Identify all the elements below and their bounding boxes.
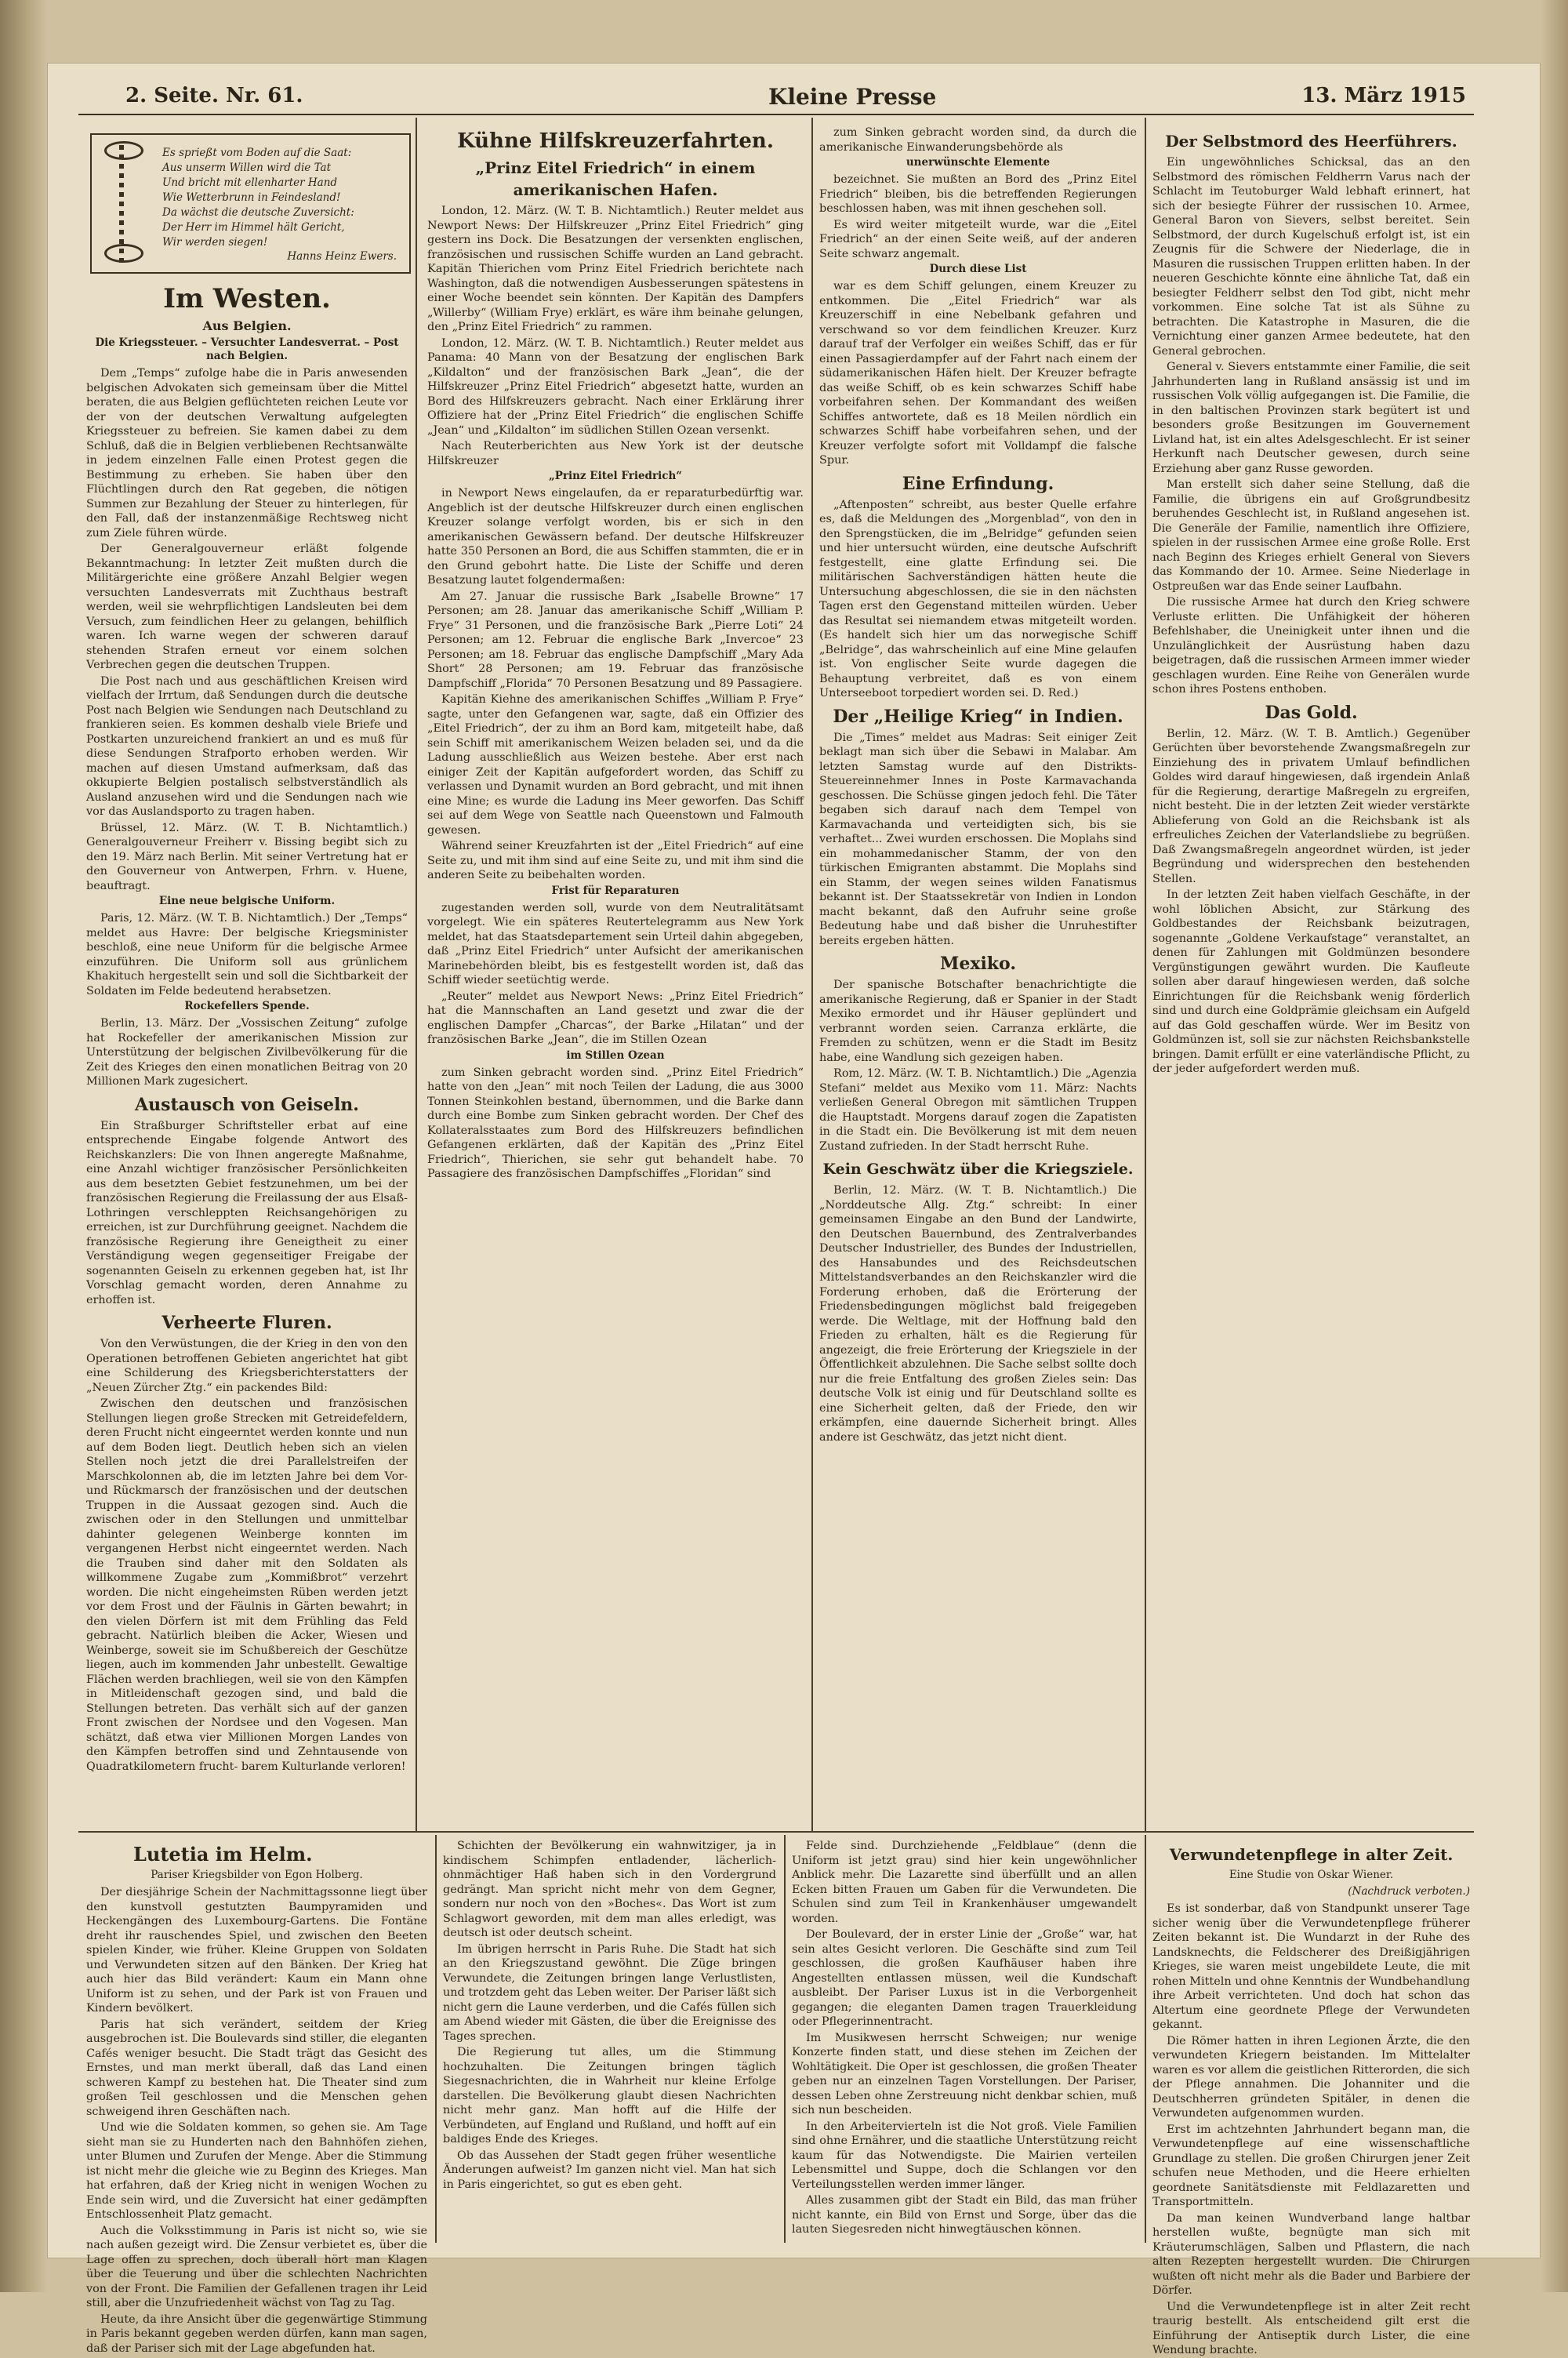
paragraph: Ein Straßburger Schriftsteller erbat auf eine entsprechende Eingabe folgende Antwort des Reichskanzlers: Die von Ihnen angeregte Maßnahme, eine Anzahl wichtiger französischer Persönlichkeiten aus dem besetzten Gebiet festzunehmen, um bei der französischen Regierung die Freilassung der aus Elsaß-Lothringen verschleppten Reichsangehörigen zu erreichen, ist zur Durchführung geeignet. Nachdem die französische Regierung ihre Geneigtheit zu einer Verständigung wegen gegenseitiger Freigabe der sogenannten Geiseln zu erkennen gegeben hat, ist Ihr Vorschlag gemacht worden, deren Annahme zu erhoffen ist. xyxy=(86,1119,408,1306)
poem-box xyxy=(90,133,411,274)
poem-text: Es sprießt vom Boden auf die Saat: Aus unserm Willen wird die Tat Und bricht mit ellenharter Hand Wie Wetterbrunn in Feindesland! Da wächst die deutsche Zuversicht: Der Herr im Himmel hält Gericht, Wir werden siegen! xyxy=(162,147,354,249)
paragraph: Alles zusammen gibt der Stadt ein Bild, das man früher nicht kannte, ein Bild von Ernst und Sorge, über das die lauten Siegesreden nicht hinwegtäuschen können. xyxy=(792,2194,1137,2236)
column-2 xyxy=(427,125,804,1827)
column-rule xyxy=(416,118,417,1831)
subhead: im Stillen Ozean xyxy=(566,1048,665,1062)
paragraph: In der letzten Zeit haben vielfach Geschäfte, in der wohl löblichen Absicht, zur Stärkung des Goldbestandes der Reichsbank beizutragen, sogenannte „Goldene Verkaufstage“ veranstaltet, an denen für Zahlungen mit Goldmünzen besondere Vergünstigungen gewährt wurden. Die Kaufleute sollen aber darauf hingewiesen werden, daß solche Einrichtungen für die Reichsbank wenig förderlich sind und durch eine Goldprämie gleichsam ein Aufgeld auf das Gold geschaffen würde. Wer im Besitz von Goldmünzen ist, soll sie zur nächsten Reichsbankstelle bringen. Damit erfüllt er eine vaterländische Pflicht, zu der jeder aufgefordert werden muß. xyxy=(1152,888,1470,1075)
column-rule xyxy=(811,118,813,1831)
page-number: 2. Seite. Nr. 61. xyxy=(125,84,303,107)
paragraph: Heute, da ihre Ansicht über die gegenwärtige Stimmung in Paris bekannt gegeben werden dürfen, kann man sagen, daß der Pariser sich mit der Lage abgefunden hat. xyxy=(86,2313,427,2355)
book-gutter xyxy=(0,0,47,2292)
paragraph: Am 27. Januar die russische Bark „Isabelle Browne“ 17 Personen; am 28. Januar das amerikanische Schiff „William P. Frye“ 31 Personen, und die französische Bark „Pierre Loti“ 24 Personen; am 12. Februar die englische Bark „Invercoe“ 23 Personen; am 18. Februar das englische Dampfschiff „Mary Ada Short“ 28 Personen; am 19. Februar das französische Dampfschiff „Florida“ 70 Personen Besatzung und 89 Passagiere. xyxy=(427,590,804,690)
paragraph: Man erstellt sich daher seine Stellung, daß die Familie, die übrigens ein auf Großgrundbesitz beruhendes Geschlecht ist, in Rußland angesehen ist. Die Generäle der Familie, namentlich ihre Offiziere, spielen in der russischen Armee eine große Rolle. Erst nach Beginn des Krieges erhielt General von Sievers das Kommando der 10. Armee. Seine Niederlage in Ostpreußen war das Ende seiner Laufbahn. xyxy=(1152,478,1470,593)
headline-das-gold: Das Gold. xyxy=(1265,702,1358,723)
ornament-icon xyxy=(98,141,145,263)
paragraph: in Newport News eingelaufen, da er reparaturbedürftig war. Angeblich ist der deutsche Hilfskreuzer durch einen englischen Kreuzer solange verfolgt worden, bis er sich in den amerikanischen Gewässern befand. Der deutsche Hilfskreuzer hatte 350 Personen an Bord, die aus Schiffen stammten, die er in den Grund gebohrt hatte. Die Liste der Schiffe und deren Besatzung lautet folgendermaßen: xyxy=(427,487,804,587)
column-3 xyxy=(819,125,1137,1827)
lower-column-1 xyxy=(86,1839,427,2355)
column-4 xyxy=(1152,125,1470,1827)
paragraph: Und wie die Soldaten kommen, so gehen sie. Am Tage sieht man sie zu Hunderten nach den Bahnhöfen ziehen, unter Blumen und Zurufen der Menge. Aber die Stimmung ist nicht mehr die gleiche wie zu Beginn des Krieges. Man hat erfahren, daß der Krieg nicht in wenigen Wochen zu Ende sein wird, und die Zuversicht hat einer gedämpften Entschlossenheit Platz gemacht. xyxy=(86,2121,427,2221)
lower-column-3 xyxy=(792,1839,1137,2243)
paragraph: Paris hat sich verändert, seitdem der Krieg ausgebrochen ist. Die Boulevards sind stiller, die eleganten Cafés weniger besucht. Die Stadt trägt das Gesicht des Ernstes, und man merkt überall, daß das Land einen schweren Kampf zu bestehen hat. Die Theater sind zum großen Teil geschlossen und die Menschen gehen schweigend ihren Geschäften nach. xyxy=(86,2018,427,2118)
paragraph: Schichten der Bevölkerung ein wahnwitziger, ja in kindischem Schimpfen entladender, lächerlich-ohnmächtiger Haß haben sich in den Vordergrund gedrängt. Man spricht nicht mehr von dem Gegner, sondern nur noch von den »Boches«. Das Wort ist zum Schlagwort geworden, mit dem man alles erledigt, was deutsch ist oder deutsch scheint. xyxy=(443,1840,776,1939)
paragraph: „Aftenposten“ schreibt, aus bester Quelle erfahre es, daß die Meldungen des „Morgenblad“, von den in den Sprengstücken, die im „Belridge“ gefunden seien und hier untersucht würden, eine deutsche Aufschrift festgestellt, eine glatte Erfindung sei. Die militärischen Sachverständigen hätten heute die Untersuchung abgeschlossen, die sie in den nächsten Tagen erst den Gegenstand mitteilen würden. Ueber das Resultat sei niemandem etwas mitgeteilt worden. (Es handelt sich hier um das norwegische Schiff „Belridge“, das wahrscheinlich auf eine Mine gelaufen ist. Von englischer Seite wurde dagegen die Behauptung verbreitet, daß es von einem Unterseeboot torpediert worden sei. D. Red.) xyxy=(819,498,1137,699)
paragraph: Berlin, 12. März. (W. T. B. Nichtamtlich.) Die „Norddeutsche Allg. Ztg.“ schreibt: In einer gemeinsamen Eingabe an den Bund der Landwirte, den Deutschen Bauernbund, des Zentralverbandes Deutscher Industrieller, des Bundes der Industriellen, des Hansabundes und des Reichsdeutschen Mittelstandsverbandes an den Reichskanzler wird die Forderung erhoben, daß die Erörterung der Friedensbedingungen möglichst bald freigegeben werde. Die Weltlage, mit der Hoffnung bald den Frieden zu erhalten, hält es die Regierung für angezeigt, die freie Erörterung der Kriegsziele in der Öffentlichkeit abzulehnen. Die Sache selbst sollte doch nur die freie Entfaltung des großen Zieles sein: Das deutsche Volk ist einig und für Deutschland sollte es eine Sicherheit gelten, daß der Friede, den wir erkämpfen, eine dauernde Sicherheit bringt. Alles andere ist Geschwätz, das jetzt nicht dient. xyxy=(819,1184,1137,1444)
issue-date: 13. März 1915 xyxy=(1301,84,1466,107)
headline-erfindung: Eine Erfindung. xyxy=(902,473,1054,494)
page-edge xyxy=(1541,0,1568,2292)
paragraph: Im Musikwesen herrscht Schweigen; nur wenige Konzerte finden statt, und diese stehen im Zeichen der Wohltätigkeit. Die Oper ist geschlossen, die großen Theater geben nur an einzelnen Tagen Vorstellungen. Der Pariser, dessen Leben ohne Zerstreuung nicht denkbar schien, muß sich nun bescheiden. xyxy=(792,2031,1137,2116)
reprint-note: (Nachdruck verboten.) xyxy=(1348,1885,1470,1898)
headline-hilfskreuzer: Kühne Hilfskreuzerfahrten. xyxy=(457,129,774,153)
paragraph: Von den Verwüstungen, die der Krieg in den von den Operationen betroffenen Gebieten angerichtet hat gibt eine Schilderung des Kriegsberichterstatters der „Neuen Zürcher Ztg.“ ein packendes Bild: xyxy=(86,1338,408,1394)
paragraph: zum Sinken gebracht worden sind, da durch die amerikanische Einwanderungsbehörde als xyxy=(819,126,1137,154)
byline: Eine Studie von Oskar Wiener. xyxy=(1229,1869,1394,1881)
paragraph: Die Post nach und aus geschäftlichen Kreisen wird vielfach der Irrtum, daß Sendungen durch die deutsche Post nach Belgien wie Sendungen nach Deutschland zu frankieren seien. Es kommen deshalb viele Briefe und Postkarten unzureichend frankiert an und es muß für diese Sendungen Strafporto erhoben werden. Wir machen auf diesen Umstand aufmerksam, daß das okkupierte Belgien postalisch selbstverständlich als Ausland anzusehen wird und die Sendungen nach wie vor das Auslandsporto zu tragen haben. xyxy=(86,674,408,818)
paragraph: Die Römer hatten in ihren Legionen Ärzte, die den verwundeten Kriegern beistanden. Im Mittelalter waren es vor allem die geistlichen Ritterorden, die sich der Pflege annahmen. Die Johanniter und die Deutschherren gründeten Spitäler, in denen die Verwundeten aufgenommen wurden. xyxy=(1152,2034,1470,2120)
paragraph: war es dem Schiff gelungen, einem Kreuzer zu entkommen. Die „Eitel Friedrich“ war als Kreuzerschiff in eine Nebelbank gefahren und verschwand so vor dem feindlichen Kreuzer. Kurz darauf traf der Verfolger ein weißes Schiff, das er für einen Passagierdampfer auf der Fahrt nach einem der südamerikanischen Häfen hielt. Der Kreuzer befragte das weiße Schiff, ob es kein schwarzes Schiff habe vorbeifahren sehen. Der Kommandant des weißen Schiffes antwortete, daß es 18 Meilen nördlich ein schwarzes Schiff habe vorbeifahren sehen, und der Kreuzer verfolgte sofort mit Volldampf die falsche Spur. xyxy=(819,280,1137,467)
column-rule xyxy=(784,1835,786,2243)
paragraph: Berlin, 13. März. Der „Vossischen Zeitung“ zufolge hat Rockefeller der amerikanischen Mission zur Unterstützung der belgischen Zivilbevölkerung für die Zeit des Krieges den einen monatlichen Beitrag von 20 Millionen Mark zugesichert. xyxy=(86,1017,408,1088)
paragraph: Zwischen den deutschen und französischen Stellungen liegen große Strecken mit Getreidefeldern, deren Frucht nicht eingeerntet werden konnte und nun auf dem Boden liegt. Deutlich heben sich an vielen Stellen noch jetzt die drei Parallelstreifen der Marschkolonnen ab, die im letzten Jahre bei dem Vor- und Rückmarsch der französischen und der deutschen Truppen in die Aussaat gezogen sind. Auch die zwischen oder in den Stellungen und unmittelbar dahinter gelegenen Weinberge konnten im vergangenen Herbst nicht eingeerntet werden. Nach die Trauben sind daher mit den Soldaten als willkommene Zugabe zum „Kommißbrot“ verzehrt worden. Die nicht eingeheimsten Rüben werden jetzt vor dem Frost und der Fäulnis in Gärten bewahrt; in den vielen Dörfern ist mit dem Frühling das Feld gebracht. Natürlich bleiben die Acker, Wiesen und Weinberge, soweit sie im Schußbereich der Geschütze liegen, auch im kommenden Jahr unbestellt. Gewaltige Flächen werden brachliegen, weil sie von den Kämpfen in Mitleidenschaft gezogen sind, und bald die Stellungen betreten. Das verhält sich auf der ganzen Front zwischen der Nordsee und den Vogesen. Man schätzt, daß etwa vier Millionen Morgen Landes von den Kämpfen betroffen sind und Zehntausende von Quadratkilometern frucht‐ barem Kulturlande verloren! xyxy=(86,1397,408,1773)
paragraph: In den Arbeitervierteln ist die Not groß. Viele Familien sind ohne Ernährer, und die staatliche Unterstützung reicht kaum für das Notwendigste. Die Mairien verteilen Lebensmittel und Suppe, doch die Schlangen vor den Verteilungsstellen werden immer länger. xyxy=(792,2120,1137,2191)
section-rule xyxy=(78,1831,416,1833)
subhead: Rockefellers Spende. xyxy=(184,1000,310,1012)
paragraph: „Reuter“ meldet aus Newport News: „Prinz Eitel Friedrich“ hat die Mannschaften an Land gesetzt und zwar die der englischen Dampfer „Charcas“, der Barke „Hilatan“ und der französischen Barke „Jean“, die im Stillen Ozean xyxy=(427,990,804,1046)
paragraph: Erst im achtzehnten Jahrhundert begann man, die Verwundetenpflege auf eine wissenschaftliche Grundlage zu stellen. Die großen Chirurgen jener Zeit schufen neue Methoden, und die Heere erhielten geordnete Sanitätsdienste mit Feldlazaretten und Transportmitteln. xyxy=(1152,2123,1470,2208)
subhead: Die Kriegssteuer. – Versuchter Landesverrat. – Post nach Belgien. xyxy=(95,336,399,362)
paragraph: London, 12. März. (W. T. B. Nichtamtlich.) Reuter meldet aus Newport News: Der Hilfskreuzer „Prinz Eitel Friedrich“ ging gestern ins Dock. Die Besatzungen der versenkten englischen, französischen und russischen Schiffe wurden an Land gebracht. Kapitän Thierichen vom Prinz Eitel Friedrich berichtete nach Washington, daß die notwendigen Ausbesserungen spätestens in einer Woche beendet sein könnten. Der Kapitän des Dampfers „Willerby“ (William Frye) erklärt, es wäre ihm beinahe gelungen, den „Prinz Eitel Friedrich“ zu rammen. xyxy=(427,205,804,333)
subhead: „Prinz Eitel Friedrich“ xyxy=(548,470,683,482)
headline-im-westen: Im Westen. xyxy=(163,283,331,314)
paragraph: zum Sinken gebracht worden sind. „Prinz Eitel Friedrich“ hatte von den „Jean“ mit noch Teilen der Ladung, die aus 3000 Tonnen Steinkohlen bestand, übernommen, und die Barke dann durch eine Bombe zum Sinken gebracht worden. Der Chef des Kollateralsstaates zum Bord des Hilfskreuzers befindlichen Gefangenen erklärten, daß der Kapitän des „Prinz Eitel Friedrich“, Thierichen, sie sehr gut behandelt habe. 70 Passagiere des französischen Dampfschiffes „Floridan“ sind xyxy=(427,1066,804,1180)
lower-column-2 xyxy=(443,1839,776,2243)
subheadline: „Prinz Eitel Friedrich“ in einem amerikanischen Hafen. xyxy=(475,158,756,199)
paragraph: Kapitän Kiehne des amerikanischen Schiffes „William P. Frye“ sagte, unter den Gefangenen war, sagte, daß ein Offizier des „Eitel Friedrich“, der zu ihm an Bord kam, mitgeteilt habe, daß sein Schiff mit amerikanischem Weizen beladen sei, und da die Ladung ausschließlich aus Weizen bestehe. Aber erst nach einiger Zeit der Kapitän aufgefordert worden, das Schiff zu verlassen und Dynamit wurden an Bord gebracht, und mit ihnen eine Mine; es wurde die Ladung ins Meer geworfen. Das Schiff sei auf dem Wege von Seattle nach Queenstown und Falmouth gewesen. xyxy=(427,693,804,837)
paragraph: Auch die Volksstimmung in Paris ist nicht so, wie sie nach außen gezeigt wird. Die Zensur verbietet es, über die Lage offen zu sprechen, doch überall hört man Klagen über die Teuerung und über die schlechten Nachrichten von der Front. Die Familien der Gefallenen tragen ihr Leid still, aber die Unzufriedenheit wächst von Tag zu Tag. xyxy=(86,2224,427,2309)
headline-heiliger-krieg: Der „Heilige Krieg“ in Indien. xyxy=(833,706,1123,727)
subhead: unerwünschte Elemente xyxy=(906,156,1051,169)
paragraph: Rom, 12. März. (W. T. B. Nichtamtlich.) Die „Agenzia Stefani“ meldet aus Mexiko vom 11. März: Nachts verließen General Obregon mit sämtlichen Truppen die Hauptstadt. Morgens darauf zogen die Zapatisten in die Stadt ein. Die Bevölkerung ist mit dem neuen Zustand zufrieden. In der Stadt herrscht Ruhe. xyxy=(819,1067,1137,1153)
poem-author: Hanns Heinz Ewers. xyxy=(287,250,397,263)
headline-verheerte-fluren: Verheerte Fluren. xyxy=(162,1313,332,1333)
subhead: Frist für Reparaturen xyxy=(551,884,680,897)
paragraph: Da man keinen Wundverband lange haltbar herstellen wußte, begnügte man sich mit Kräuterumschlägen, Salben und Pflastern, die nach alten Rezepten hergestellt wurden. Die Chirurgen wußten oft nicht mehr als die Bader und Barbiere der Dörfer. xyxy=(1152,2211,1470,2297)
paragraph: Während seiner Kreuzfahrten ist der „Eitel Friedrich“ auf eine Seite zu, und mit ihm sind auf eine Seite zu, und mit ihm sind die anderen Seite zu beibehalten worden. xyxy=(427,840,804,881)
paragraph: Dem „Temps“ zufolge habe die in Paris anwesenden belgischen Advokaten sich gemeinsam über die Mittel beraten, die aus Belgien geflüchteten reichen Leute vor der von der deutschen Verwaltung aufgelegten Kriegssteuer zu befreien. Sie kamen dabei zu dem Schluß, daß die in Belgien verbliebenen Rechtsanwälte in jedem einzelnen Falle einen Protest gegen die Bestimmung zu erheben. Sie haben über den Flüchtlingen durch den Rat gegeben, die nötigen Summen zur Bezahlung der Steuer zu hinterlegen, für den Fall, daß der instanzenmäßige Rechtsweg nicht zum Ziele führen würde. xyxy=(86,367,408,540)
headline-kriegsziele: Kein Geschwätz über die Kriegsziele. xyxy=(822,1161,1134,1178)
paragraph: Und die Verwundetenpflege ist in alter Zeit recht traurig bestellt. Als entscheidend gilt erst die Einführung der Antiseptik durch Lister, die eine Wendung brachte. xyxy=(1152,2300,1470,2356)
paragraph: Der Boulevard, der in erster Linie der „Große“ war, hat sein altes Gesicht verloren. Die Geschäfte sind zum Teil geschlossen, die großen Kaufhäuser haben ihre Angestellten entlassen müssen, weil die Kundschaft ausbleibt. Der Pariser Luxus ist in die Verborgenheit gegangen; die eleganten Damen tragen Trauerkleidung oder Pflegerinnentracht. xyxy=(792,1928,1137,2028)
headline-lutetia: Lutetia im Helm. xyxy=(133,1843,313,1866)
paragraph: Die Regierung tut alles, um die Stimmung hochzuhalten. Die Zeitungen bringen täglich Siegesnachrichten, die in Wahrheit nur kleine Erfolge darstellen. Die Bevölkerung glaubt diesen Nachrichten nicht mehr ganz. Man hofft auf die Hilfe der Verbündeten, auf England und Rußland, und hofft auf ein baldiges Ende des Krieges. xyxy=(443,2046,776,2145)
paragraph: Der diesjährige Schein der Nachmittagssonne liegt über den kunstvoll gestutzten Baumpyramiden und Heckengängen des Luxembourg-Gartens. Die Fontäne dreht ihr rauschendes Spiel, und zwischen den Beeten spielen Kinder, wie früher. Kleine Gruppen von Soldaten und Verwundeten sitzen auf den Bänken. Der Krieg hat auch hier das Bild verändert: Kaum ein Mann ohne Uniform ist zu sehen, und der Park ist von Frauen und Kindern bevölkert. xyxy=(86,1886,427,2015)
section-rule xyxy=(416,1831,1474,1833)
paragraph: General v. Sievers entstammte einer Familie, die seit Jahrhunderten lang in Rußland ansässig ist und im russischen Volk völlig aufgegangen ist. Die Familie, die in den baltischen Provinzen stark begütert ist und besonders große Besitzungen im Gouvernement Livland hat, ist ein altes Adelsgeschlecht. Er ist seiner Herkunft nach Deutscher gewesen, durch seine Erziehung aber ganz Russe geworden. xyxy=(1152,361,1470,475)
paragraph: Nach Reuterberichten aus New York ist der deutsche Hilfskreuzer xyxy=(427,440,804,467)
paragraph: Brüssel, 12. März. (W. T. B. Nichtamtlich.) Generalgouverneur Freiherr v. Bissing begibt sich zu den 19. März nach Berlin. Mit seiner Vertretung hat er den Gouverneur von Antwerpen, Frhrn. v. Huene, beauftragt. xyxy=(86,821,408,892)
column-rule xyxy=(435,1835,437,2243)
byline: Pariser Kriegsbilder von Egon Holberg. xyxy=(151,1869,363,1881)
subhead: Eine neue belgische Uniform. xyxy=(158,895,336,907)
paragraph: Ob das Aussehen der Stadt gegen früher wesentliche Änderungen aufweist? Im ganzen nicht viel. Man hat sich in Paris eingerichtet, so gut es eben geht. xyxy=(443,2149,776,2191)
paragraph: Es ist sonderbar, daß von Standpunkt unserer Tage sicher wenig über die Verwundetenpflege früherer Zeiten bekannt ist. Die Wundarzt in der Ruhe des Landsknechts, die Feldscherer des Dreißigjährigen Krieges, sie waren meist ungebildete Leute, die mit rohen Mitteln und ohne Kenntnis der Wundbehandlung ihre Arbeit verrichteten. Und doch hat schon das Altertum eine geordnete Pflege der Verwundeten gekannt. xyxy=(1152,1902,1470,2031)
paragraph: Ein ungewöhnliches Schicksal, das an den Selbstmord des römischen Feldherrn Varus nach der Schlacht im Teutoburger Wald lebhaft erinnert, hat sich der besiegte Führer der russischen 10. Armee, General Baron von Sievers, selbst bereitet. Sein Selbstmord, der durch Kugelschuß erfolgt ist, ist ein Zeugnis für die Schwere der Niederlage, die in Masuren die russischen Truppen erlitten haben. In der neueren Geschichte könnte eine ähnliche Tat, daß ein besiegter Feldherr selbst den Tod gibt, nicht mehr vorkommen. Eine solche Tat ist als Sühne zu betrachten. Die Katastrophe in Masuren, die die Vernichtung einer ganzen Armee bedeutete, hat den General gebrochen. xyxy=(1152,156,1470,358)
page-header xyxy=(78,82,1474,115)
paragraph: Paris, 12. März. (W. T. B. Nichtamtlich.) Der „Temps“ meldet aus Havre: Der belgische Kriegsminister beschloß, eine neue Uniform für die belgische Armee einzuführen. Die Uniform soll aus grünlichem Khakituch hergestellt sein und soll die Sichtbarkeit der Soldaten im Felde bedeutend herabsetzen. xyxy=(86,912,408,997)
subhead: Durch diese List xyxy=(929,263,1027,275)
masthead: Kleine Presse xyxy=(768,84,937,110)
column-rule xyxy=(1145,1835,1146,2243)
paragraph: Felde sind. Durchziehende „Feldblaue“ (denn die Uniform ist jetzt grau) sind hier kein ungewöhnlicher Anblick mehr. Die Lazarette sind überfüllt und an allen Ecken bitten Frauen um Gaben für die Verwundeten. Die Schulen sind zum Teil in Krankenhäuser umgewandelt worden. xyxy=(792,1840,1137,1925)
paragraph: zugestanden werden soll, wurde von dem Neutralitätsamt vorgelegt. Wie ein späteres Reutertelegramm aus New York meldet, hat das Staatsdepartement sein Urteil dahin abgegeben, daß „Prinz Eitel Friedrich“ unter Aufsicht der amerikanischen Marinebehörden bleibt, bis es festgestellt worden ist, daß das Schiff wieder seetüchtig werde. xyxy=(427,901,804,986)
headline-selbstmord: Der Selbstmord des Heerführers. xyxy=(1165,132,1457,151)
column-1 xyxy=(86,278,408,1827)
lower-column-4 xyxy=(1152,1839,1470,2356)
subheadline: Aus Belgien. xyxy=(202,318,292,333)
paragraph: Im übrigen herrscht in Paris Ruhe. Die Stadt hat sich an den Kriegszustand gewöhnt. Die Züge bringen Verwundete, die Zeitungen bringen lange Verlustlisten, und trotzdem geht das Leben weiter. Der Pariser läßt sich nicht gern die Laune verderben, und die Cafés füllen sich am Abend wieder mit Gästen, die über die Ereignisse des Tages sprechen. xyxy=(443,1942,776,2043)
paragraph: Die „Times“ meldet aus Madras: Seit einiger Zeit beklagt man sich über die Sebawi in Malabar. Am letzten Samstag wurde auf den Distrikts-Steuereinnehmer Innes in Poste Karmavachanda geschossen. Die Schüsse gingen jedoch fehl. Die Täter begaben sich darauf nach dem Tempel von Karmavachanda und verteidigten sich, bis sie verhaftet... Zwei wurden erschossen. Die Moplahs sind ein mohammedanischer Stamm, der von den türkischen Emigranten abstammt. Die Moplahs sind ein Stamm, der wegen seines wilden Fanatismus bekannt ist. Der Staatssekretär von Indien in London macht bekannt, daß den Aufruhr seine große Bedeutung habe und daß bisher die Unruhestifter bereits ergeben hätten. xyxy=(819,731,1137,947)
column-rule xyxy=(1145,118,1146,1831)
headline-mexiko: Mexiko. xyxy=(939,954,1016,974)
headline-verwundetenpflege: Verwundetenpflege in alter Zeit. xyxy=(1169,1845,1454,1864)
paragraph: Es wird weiter mitgeteilt wurde, war die „Eitel Friedrich“ an der einen Seite weiß, auf der anderen Seite schwarz angemalt. xyxy=(819,218,1137,260)
paragraph: London, 12. März. (W. T. B. Nichtamtlich.) Reuter meldet aus Panama: 40 Mann von der Besatzung der englischen Bark „Kildalton“ und der französischen Bark „Jean“, die der Hilfskreuzer „Prinz Eitel Friedrich“ abgesetzt hatte, wurden an Bord des Hilfskreuzers gebracht. Nach einer Erklärung ihrer Offiziere hat der „Prinz Eitel Friedrich“ die englischen Schiffe „Jean“ und „Kildalton“ im südlichen Stillen Ozean versenkt. xyxy=(427,336,804,437)
paragraph: Die russische Armee hat durch den Krieg schwere Verluste erlitten. Die Unfähigkeit der höheren Befehlshaber, die Uneinigkeit unter ihnen und die Unzulänglichkeit der Ausrüstung haben dazu beigetragen, daß die russischen Armeen immer wieder geschlagen wurden. Eine Reihe von Generälen wurde schon ihres Postens enthoben. xyxy=(1152,596,1470,696)
paragraph: bezeichnet. Sie mußten an Bord des „Prinz Eitel Friedrich“ bleiben, bis die betreffenden Regierungen beschlossen haben, was mit ihnen geschehen soll. xyxy=(819,173,1137,215)
paragraph: Berlin, 12. März. (W. T. B. Amtlich.) Gegenüber Gerüchten über bevorstehende Zwangsmaßregeln zur Einziehung des in privatem Umlauf befindlichen Goldes wird darauf hingewiesen, daß irgendein Anlaß für die Regierung, derartige Maßregeln zu ergreifen, nicht besteht. Die in der letzten Zeit wieder verstärkte Ablieferung von Gold an die Reichsbank ist als erfreuliches Zeichen der Vaterlandsliebe zu begrüßen. Daß Zwangsmaßregeln angeordnet würden, ist jeder Begründung und widersprechen den bestehenden Stellen. xyxy=(1152,727,1470,885)
paragraph: Der Generalgouverneur erläßt folgende Bekanntmachung: In letzter Zeit mußten durch die Militärgerichte eine größere Anzahl Belgier wegen versuchten Landesverrats mit Zuchthaus bestraft werden, weil sie wehrpflichtigen Landsleuten bei dem Versuch, zum feindlichen Heer zu gelangen, behilflich waren. Ich warne wegen der schweren darauf stehenden Strafen erneut vor einem solchen Verbrechen gegen die deutschen Truppen. xyxy=(86,543,408,671)
headline-austausch: Austausch von Geiseln. xyxy=(135,1094,359,1115)
paragraph: Der spanische Botschafter benachrichtigte die amerikanische Regierung, daß er Spanier in der Stadt Mexiko ermordet und ihr Häuser geplündert und verbrannt worden seien. Carranza erklärte, die Fremden zu schützen, wenn er die Stadt im Besitz habe, eine Wandlung sich gezeigen haben. xyxy=(819,979,1137,1064)
